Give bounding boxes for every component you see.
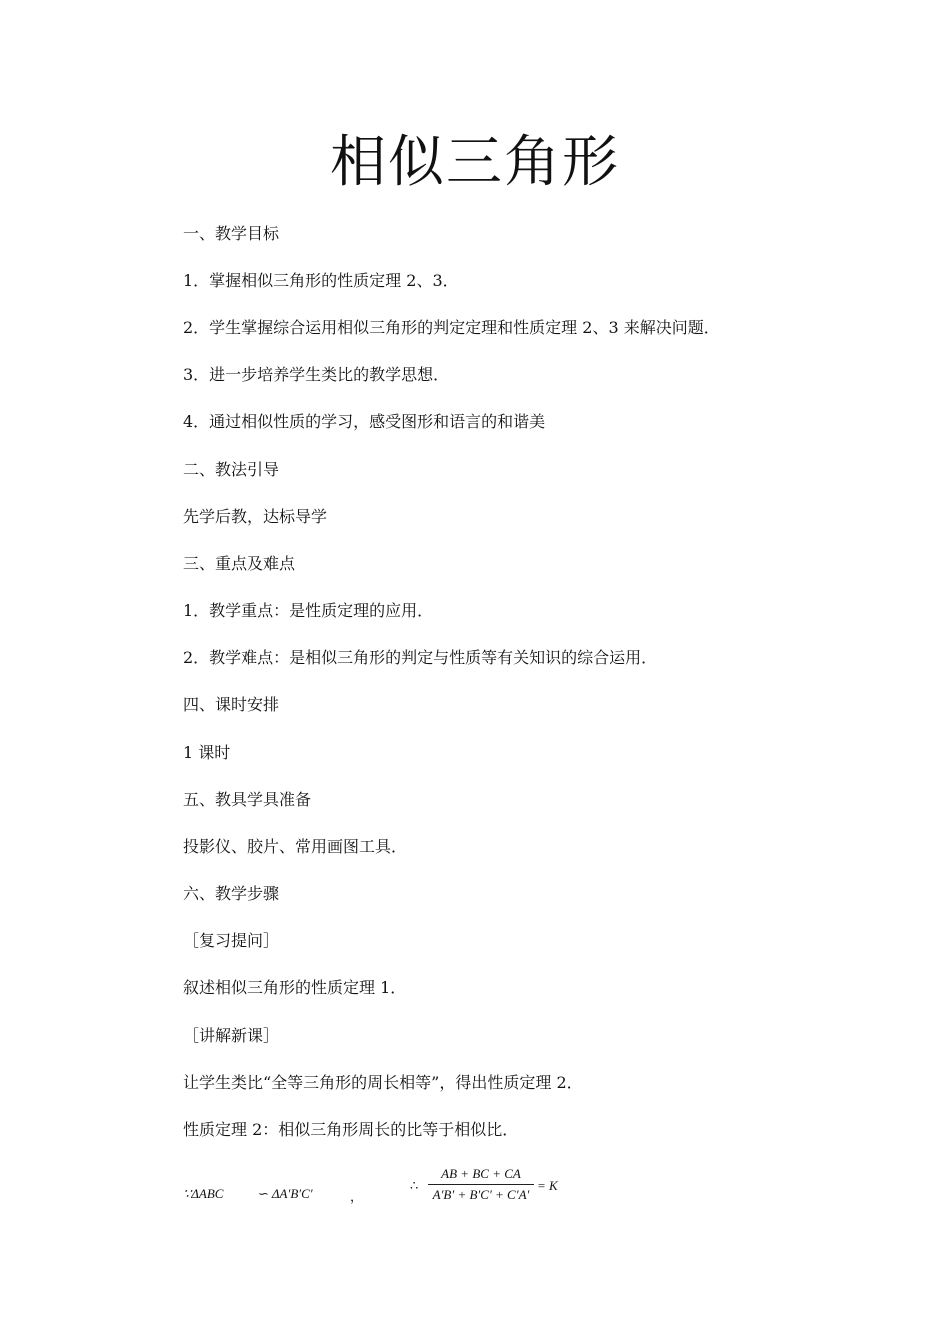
paragraph: 3．进一步培养学生类比的教学思想． <box>183 365 450 384</box>
formula-similar: ∽ ΔA′B′C′ <box>258 1186 313 1201</box>
formula-therefore: ∴ <box>410 1178 419 1193</box>
formula-because: ∵ΔABC <box>183 1186 224 1201</box>
paragraph: 投影仪、胶片、常用画图工具． <box>183 837 408 856</box>
section-heading: 四、课时安排 <box>183 695 280 714</box>
section-heading: 一、教学目标 <box>183 224 280 243</box>
subsection-heading: ［讲解新课］ <box>183 1026 280 1045</box>
section-heading: 三、重点及难点 <box>183 554 296 573</box>
formula-comma: ， <box>350 1189 364 1204</box>
section-heading: 二、教法引导 <box>183 460 280 479</box>
fraction-bar <box>428 1184 534 1185</box>
page-title: 相似三角形 <box>330 130 620 195</box>
paragraph: 1．掌握相似三角形的性质定理 2、3． <box>183 271 459 290</box>
paragraph: 性质定理 2：相似三角形周长的比等于相似比． <box>183 1120 519 1139</box>
paragraph: 1．教学重点：是性质定理的应用． <box>183 601 434 620</box>
section-heading: 六、教学步骤 <box>183 884 280 903</box>
paragraph: 4．通过相似性质的学习，感受图形和语言的和谐美 <box>183 412 546 431</box>
subsection-heading: ［复习提问］ <box>183 931 280 950</box>
paragraph: 1 课时 <box>183 743 231 762</box>
formula-fraction <box>428 1165 534 1204</box>
section-heading: 五、教具学具准备 <box>183 790 312 809</box>
paragraph: 让学生类比“全等三角形的周长相等”，得出性质定理 2． <box>183 1073 583 1092</box>
paragraph: 先学后教，达标导学 <box>183 507 328 526</box>
fraction-numerator: AB + BC + CA <box>441 1166 521 1181</box>
paragraph: 2．教学难点：是相似三角形的判定与性质等有关知识的综合运用． <box>183 648 658 667</box>
fraction-denominator: A′B′ + B′C′ + C′A′ <box>432 1187 530 1202</box>
paragraph: 2．学生掌握综合运用相似三角形的判定定理和性质定理 2、3 来解决问题． <box>183 318 720 337</box>
formula-equals-k: = K <box>537 1178 558 1193</box>
paragraph: 叙述相似三角形的性质定理 1． <box>183 978 407 997</box>
